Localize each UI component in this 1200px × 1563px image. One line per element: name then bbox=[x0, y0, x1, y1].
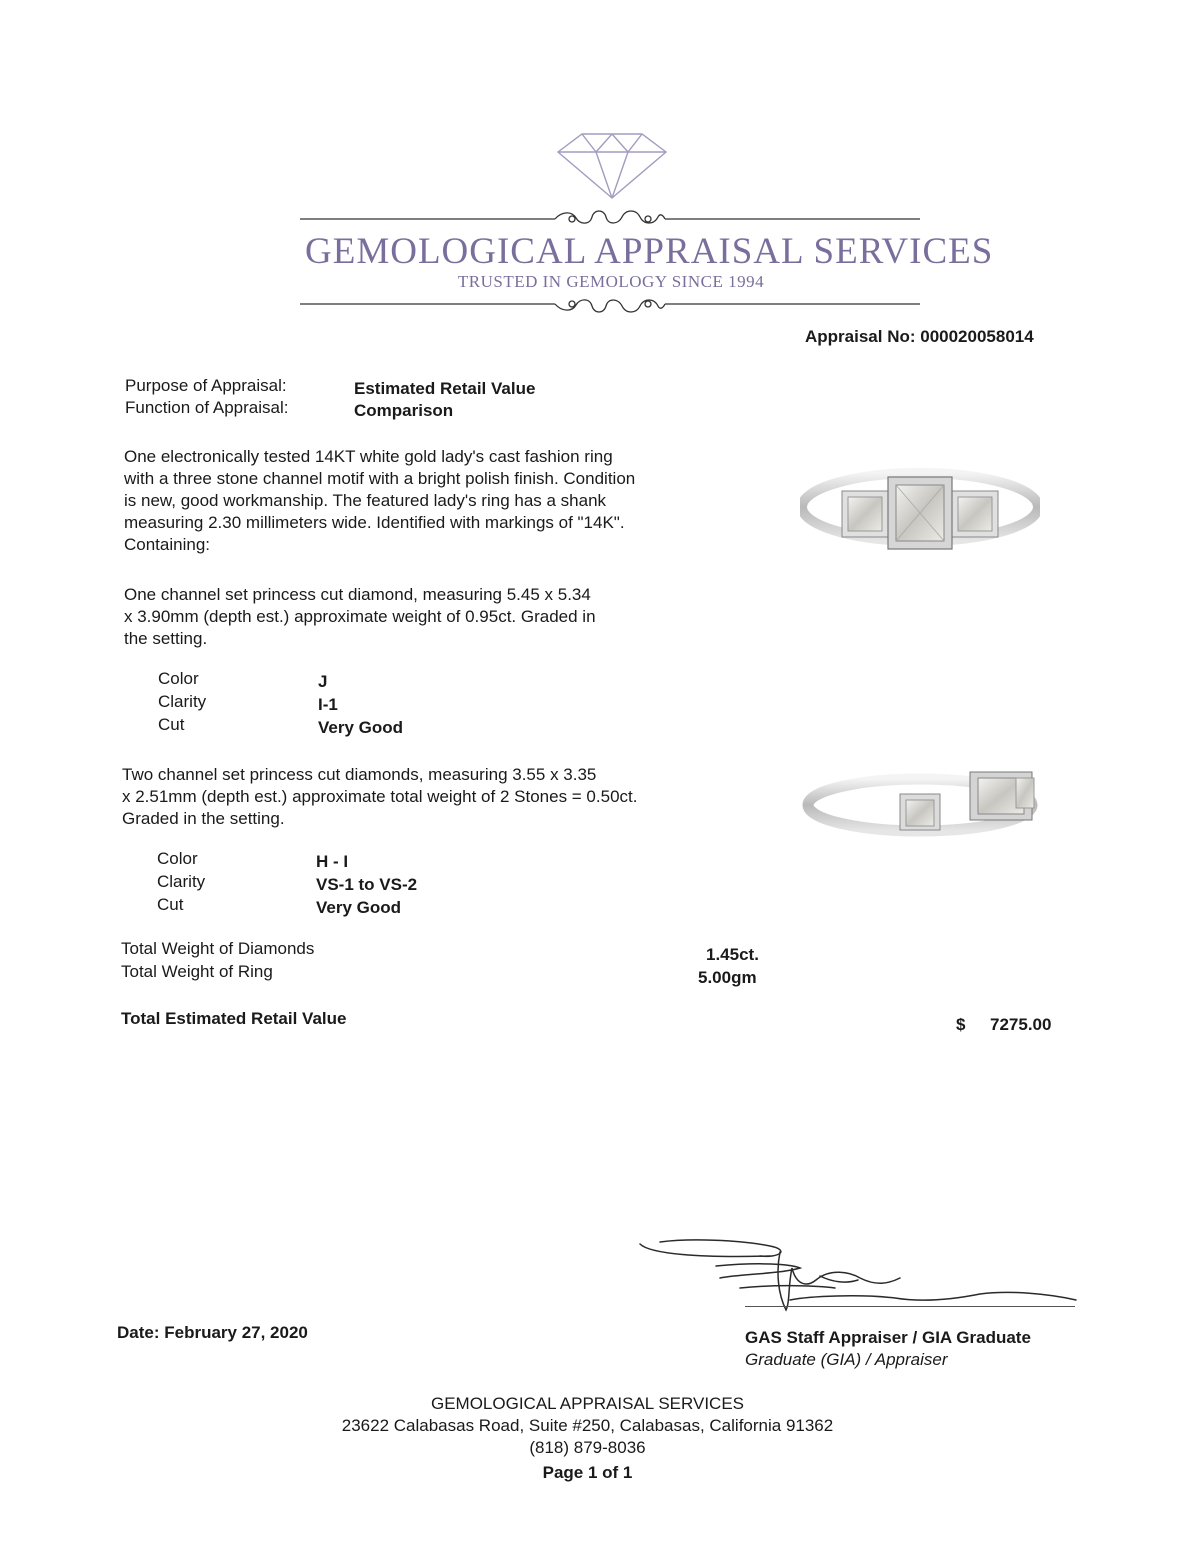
total-diamonds-label: Total Weight of Diamonds bbox=[121, 939, 315, 958]
description-line: measuring 2.30 millimeters wide. Identified with markings of "14K". bbox=[124, 513, 625, 532]
total-ring-label: Total Weight of Ring bbox=[121, 962, 273, 981]
appraiser-title: GAS Staff Appraiser / GIA Graduate bbox=[745, 1328, 1031, 1347]
grade-row-clarity bbox=[157, 871, 557, 894]
total-retail-label: Total Estimated Retail Value bbox=[121, 1009, 347, 1028]
grade-label: Clarity bbox=[158, 692, 207, 711]
grade-row-color bbox=[158, 668, 558, 691]
grade-value: VS-1 to VS-2 bbox=[316, 875, 418, 894]
side-stones-grades bbox=[157, 848, 557, 917]
grade-label: Color bbox=[157, 849, 198, 868]
grade-row-cut bbox=[158, 714, 558, 737]
ring-photo-front bbox=[800, 455, 1040, 560]
ring-photo-angle bbox=[802, 760, 1038, 850]
purpose-label: Purpose of Appraisal: bbox=[125, 376, 287, 395]
footer-address: 23622 Calabasas Road, Suite #250, Calabasas, California 91362 bbox=[341, 1416, 834, 1435]
ring-description bbox=[124, 446, 744, 556]
function-label: Function of Appraisal: bbox=[125, 398, 289, 417]
currency-symbol: $ bbox=[956, 1015, 966, 1034]
footer bbox=[280, 1393, 895, 1484]
grade-label: Cut bbox=[158, 715, 185, 734]
total-retail-value: 7275.00 bbox=[990, 1015, 1052, 1034]
grade-label: Clarity bbox=[157, 872, 206, 891]
description-line: with a three stone channel motif with a bright polish finish. Condition bbox=[124, 469, 636, 488]
stone1-line: One channel set princess cut diamond, measuring 5.45 x 5.34 bbox=[124, 585, 591, 604]
logo-title: GEMOLOGICAL APPRAISAL SERVICES bbox=[305, 231, 994, 272]
appraisal-number: Appraisal No: 000020058014 bbox=[805, 327, 1034, 346]
center-stone-description bbox=[124, 584, 744, 650]
stone1-line: x 3.90mm (depth est.) approximate weight of 0.95ct. Graded in bbox=[124, 607, 596, 626]
total-diamonds-value: 1.45ct. bbox=[706, 945, 759, 964]
appraisal-date: Date: February 27, 2020 bbox=[117, 1323, 308, 1342]
page-number: Page 1 of 1 bbox=[542, 1463, 633, 1482]
grade-row-cut bbox=[157, 894, 557, 917]
signature-line bbox=[745, 1306, 1075, 1307]
grade-value: J bbox=[318, 672, 328, 691]
grade-value: Very Good bbox=[316, 898, 402, 917]
description-line: is new, good workmanship. The featured lady's ring has a shank bbox=[124, 491, 607, 510]
grade-row-color bbox=[157, 848, 557, 871]
grade-value: Very Good bbox=[318, 718, 404, 737]
stone1-line: the setting. bbox=[124, 629, 208, 648]
stone2-line: x 2.51mm (depth est.) approximate total weight of 2 Stones = 0.50ct. bbox=[122, 787, 638, 806]
description-line: Containing: bbox=[124, 535, 211, 554]
grade-value: H - I bbox=[316, 852, 349, 871]
footer-phone: (818) 879-8036 bbox=[529, 1438, 646, 1457]
grade-label: Color bbox=[158, 669, 199, 688]
footer-company: GEMOLOGICAL APPRAISAL SERVICES bbox=[430, 1394, 745, 1413]
stone2-line: Two channel set princess cut diamonds, measuring 3.55 x 3.35 bbox=[122, 765, 597, 784]
appraiser-signature bbox=[620, 1228, 1090, 1323]
diamond-icon bbox=[552, 128, 672, 200]
description-line: One electronically tested 14KT white gold lady's cast fashion ring bbox=[124, 447, 613, 466]
center-stone-grades bbox=[158, 668, 558, 737]
grade-row-clarity bbox=[158, 691, 558, 714]
grade-value: I-1 bbox=[318, 695, 338, 714]
logo-tagline: TRUSTED IN GEMOLOGY SINCE 1994 bbox=[457, 272, 765, 291]
ornament-top-icon bbox=[300, 205, 920, 233]
total-ring-value: 5.00gm bbox=[698, 968, 757, 987]
function-value: Comparison bbox=[354, 401, 454, 420]
appraiser-subtitle: Graduate (GIA) / Appraiser bbox=[745, 1350, 948, 1369]
ornament-bottom-icon bbox=[300, 290, 920, 318]
purpose-value: Estimated Retail Value bbox=[354, 379, 536, 398]
side-stones-description bbox=[122, 764, 762, 830]
stone2-line: Graded in the setting. bbox=[122, 809, 285, 828]
grade-label: Cut bbox=[157, 895, 184, 914]
